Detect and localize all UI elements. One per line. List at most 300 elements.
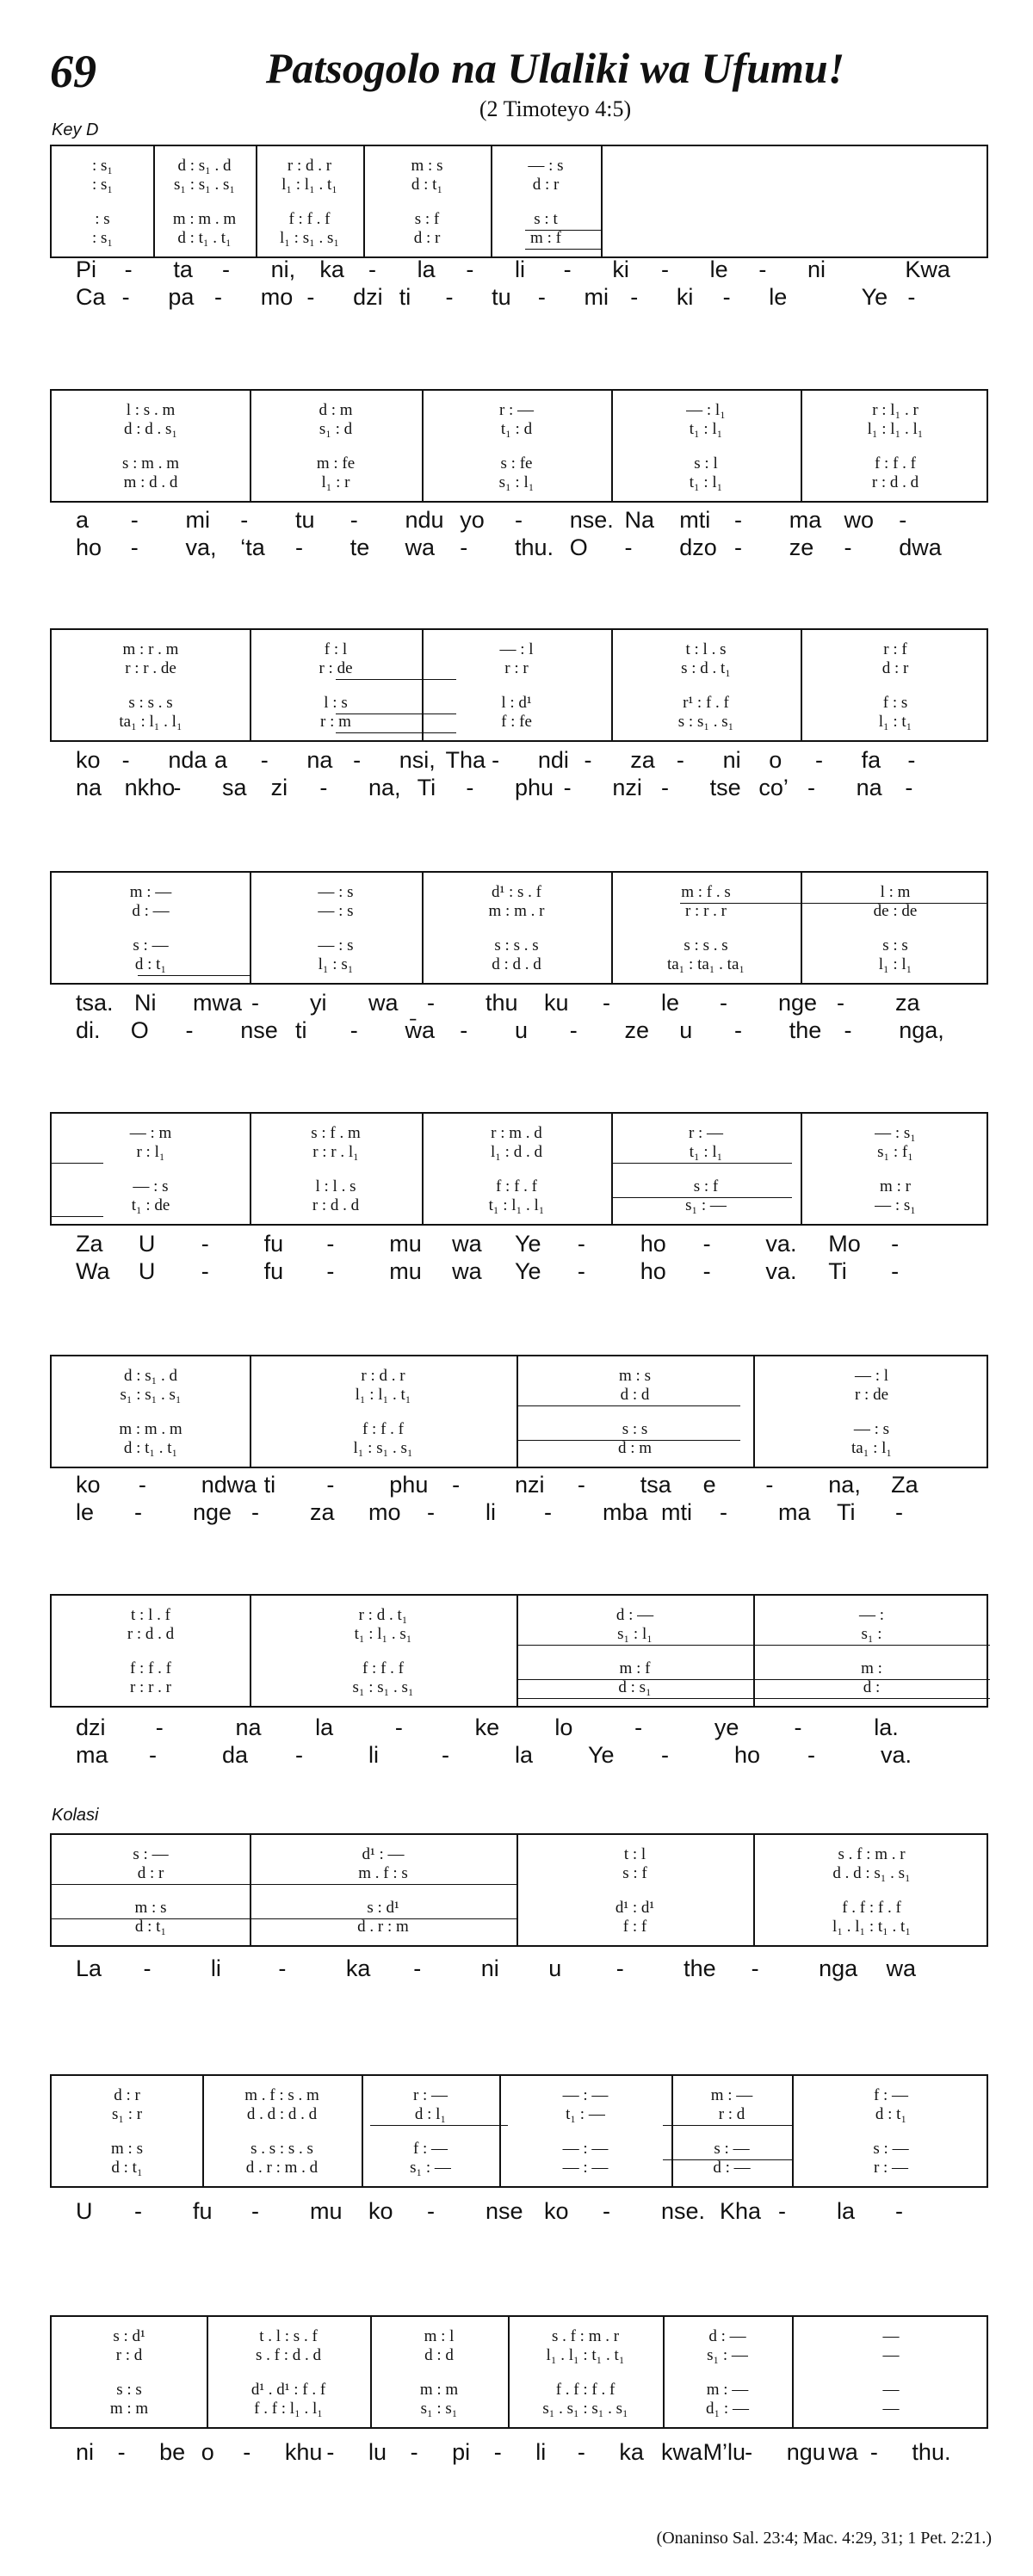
solfa-measure: s : s . s [684, 936, 728, 954]
lyric-syllable: li [368, 1742, 379, 1768]
tie-line [52, 1216, 103, 1217]
lyric-syllable: Za [76, 1231, 103, 1257]
solfa-measure: r : m [320, 713, 351, 731]
tie-line [250, 1884, 516, 1885]
solfa-measure: — : m [129, 1124, 172, 1142]
lyric-syllable: le [661, 990, 680, 1016]
lyric-syllable: ndi [537, 747, 569, 773]
solfa-measure: t₁ : l₁ . l₁ [488, 1196, 545, 1214]
voice-line-2 [52, 2102, 987, 2128]
solfa-measure: s₁ : — [685, 1196, 727, 1214]
lyric-syllable: nse. [661, 2198, 706, 2224]
lyric-syllable: Za [891, 1472, 919, 1498]
syllable-hyphen: - [603, 2198, 610, 2224]
solfa-measure: — : s [318, 902, 354, 920]
lyric-syllable: va. [765, 1231, 797, 1257]
staff-system-2 [50, 389, 988, 503]
lyric-syllable: Mo [828, 1231, 861, 1257]
solfa-measure: d . d : s₁ . s₁ [832, 1864, 911, 1882]
lyric-syllable: ko [76, 1472, 101, 1498]
solfa-measure: l : s [324, 694, 348, 712]
solfa-measure: r : d . r [287, 157, 332, 175]
syllable-hyphen: - [563, 775, 572, 800]
syllable-hyphen: - [751, 1955, 759, 1981]
solfa-measure: d¹ : d¹ [615, 1899, 655, 1917]
syllable-hyphen: - [615, 1955, 624, 1981]
lyric-syllable: te [349, 534, 370, 560]
syllable-hyphen: - [326, 1472, 335, 1498]
solfa-measure: l₁ : r [321, 473, 350, 491]
lyric-syllable: mu [389, 1231, 422, 1257]
lyric-syllable: fa [861, 747, 881, 773]
lyric-syllable: khu [284, 2439, 323, 2465]
lyric-syllable: mwa [193, 990, 243, 1016]
lyric-syllable: va, [185, 534, 217, 560]
solfa-measure: d¹ : s . f [492, 883, 541, 901]
syllable-hyphen: - [130, 507, 139, 533]
solfa-measure: m : f [530, 229, 561, 247]
solfa-measure: d¹ . d¹ : f . f [251, 2381, 326, 2399]
syllable-hyphen: - [492, 747, 500, 773]
lyric-syllable: la [837, 2198, 856, 2224]
lyric-syllable: nse. [569, 507, 614, 533]
lyric-line-verse-1 [50, 1470, 988, 1499]
solfa-measure: r : d [718, 2105, 745, 2123]
solfa-measure: r : d . d [312, 1196, 360, 1214]
syllable-hyphen: - [295, 534, 303, 560]
syllable-hyphen: - [895, 2198, 903, 2224]
lyric-syllable: ti [263, 1472, 276, 1498]
solfa-measure: r : de [854, 1386, 889, 1404]
solfa-measure: f . f : f . f [555, 2381, 615, 2399]
lyric-syllable: Kwa [905, 256, 950, 282]
solfa-measure: d : [863, 1678, 881, 1696]
lyric-syllable: U [138, 1258, 156, 1284]
solfa-measure: s . f : m . r [838, 1845, 906, 1863]
solfa-measure: s : d¹ [367, 1899, 399, 1917]
solfa-measure: — [882, 2400, 900, 2418]
solfa-measure: s₁ : s₁ . s₁ [352, 1678, 414, 1696]
lyric-syllable: ye [714, 1714, 739, 1740]
tie-line [525, 249, 603, 250]
solfa-measure: f : f . f [288, 210, 331, 228]
lyric-syllable: dzi [76, 1714, 106, 1740]
solfa-measure: r : — [498, 401, 535, 419]
syllable-hyphen: - [149, 1742, 157, 1768]
lyric-syllable: pa [168, 284, 195, 310]
song-header [0, 0, 1033, 146]
solfa-measure: f . f : f . f [842, 1899, 901, 1917]
syllable-hyphen: - [138, 1472, 146, 1498]
solfa-measure: m : s [619, 1367, 651, 1385]
syllable-hyphen: - [251, 1499, 259, 1525]
lyric-line-verse-1 [50, 255, 988, 284]
lyric-syllable: fu [263, 1231, 284, 1257]
lyric-syllable: nsi, [399, 747, 436, 773]
staff-system-9 [50, 2074, 988, 2188]
lyric-syllable: za [310, 1499, 335, 1525]
syllable-hyphen: - [251, 990, 259, 1016]
syllable-hyphen: - [720, 1499, 727, 1525]
solfa-measure: d : r [881, 659, 909, 677]
syllable-hyphen: - [368, 256, 376, 282]
lyric-syllable: ngu [786, 2439, 826, 2465]
staff-system-1 [50, 145, 988, 258]
voice-line-2 [52, 1382, 987, 1408]
lyric-line-verse-1 [50, 1713, 988, 1742]
solfa-measure: d : t₁ [111, 2159, 143, 2177]
solfa-measure: r : d . r [361, 1367, 405, 1385]
lyric-syllable: lu [368, 2439, 387, 2465]
syllable-hyphen: - [173, 775, 182, 800]
syllable-hyphen: - [130, 534, 139, 560]
lyric-syllable: wa [368, 990, 399, 1016]
syllable-hyphen: - [349, 507, 358, 533]
lyric-syllable: mi [185, 507, 210, 533]
solfa-measure: r : — [412, 2086, 448, 2104]
lyric-syllable: thu. [912, 2439, 951, 2465]
lyric-syllable: nge [778, 990, 818, 1016]
solfa-measure: f : fe [501, 713, 532, 731]
lyric-syllable: na, [368, 775, 401, 800]
solfa-measure: f : — [412, 2140, 448, 2158]
solfa-measure: t : l . s [685, 640, 727, 658]
lyric-syllable: wa [828, 2439, 858, 2465]
solfa-measure: m : — [710, 2086, 753, 2104]
syllable-hyphen: - [394, 1714, 403, 1740]
tie-line [516, 1405, 740, 1406]
syllable-hyphen: - [306, 284, 315, 310]
syllable-hyphen: - [734, 534, 742, 560]
lyric-syllable: ki [612, 256, 629, 282]
solfa-measure: s : d . t₁ [681, 659, 731, 677]
song-number: 69 [50, 46, 96, 97]
solfa-measure: d : t₁ . t₁ [123, 1439, 178, 1457]
lyric-line-verse-2 [50, 1016, 988, 1045]
voice-line-4 [52, 2396, 987, 2422]
syllable-hyphen: - [702, 1258, 711, 1284]
syllable-hyphen: - [569, 1017, 578, 1043]
syllable-hyphen: - [349, 1017, 358, 1043]
solfa-measure: f : f [622, 1918, 647, 1936]
solfa-measure: : s₁ [91, 229, 114, 247]
lyric-syllable: o [201, 2439, 214, 2465]
solfa-measure: — : s [528, 157, 564, 175]
syllable-hyphen: - [278, 1955, 287, 1981]
lyric-syllable: ko [544, 2198, 569, 2224]
syllable-hyphen: - [634, 1714, 643, 1740]
lyric-syllable: tu [492, 284, 511, 310]
lyric-syllable: w̄a [405, 1017, 436, 1043]
solfa-measure: s . f : m . r [551, 2327, 620, 2345]
lyric-syllable: Ti [417, 775, 436, 800]
syllable-hyphen: - [493, 2439, 502, 2465]
lyric-syllable: wa [452, 1258, 482, 1284]
lyric-syllable: tsa [640, 1472, 671, 1498]
lyric-syllable: ma [76, 1742, 108, 1768]
lyric-syllable: wa [405, 534, 436, 560]
solfa-measure: m : m . m [172, 210, 237, 228]
solfa-measure: m : m [109, 2400, 149, 2418]
syllable-hyphen: - [577, 1472, 585, 1498]
solfa-measure: d : r [532, 176, 560, 194]
solfa-measure: s₁ : s₁ . s₁ [120, 1386, 182, 1404]
solfa-measure: d . r : m . d [245, 2159, 319, 2177]
lyric-syllable: la. [874, 1714, 899, 1740]
solfa-measure: s : f [414, 210, 440, 228]
syllable-hyphen: - [907, 747, 916, 773]
syllable-hyphen: - [201, 1231, 209, 1257]
solfa-measure: d : s₁ . d [177, 157, 232, 175]
solfa-measure: d : r [114, 2086, 140, 2104]
syllable-hyphen: - [765, 1472, 774, 1498]
lyric-syllable: na [235, 1714, 262, 1740]
solfa-measure: d : t₁ . t₁ [177, 229, 232, 247]
solfa-measure: m : — [706, 2381, 749, 2399]
lyric-syllable: Kha [720, 2198, 762, 2224]
lyric-syllable: u [679, 1017, 693, 1043]
lyric-syllable: Ye [515, 1231, 541, 1257]
solfa-measure: d : r [413, 229, 441, 247]
lyric-syllable: li [486, 1499, 496, 1525]
solfa-measure: d . d : d . d [246, 2105, 318, 2123]
solfa-measure: s₁ : l₁ [498, 473, 535, 491]
solfa-measure: — : [858, 1606, 885, 1624]
solfa-measure: s : s₁ . s₁ [677, 713, 734, 731]
lyric-syllable: le [709, 256, 728, 282]
syllable-hyphen: - [758, 256, 767, 282]
lyric-syllable: ni [76, 2439, 95, 2465]
solfa-measure: d : l₁ [414, 2105, 447, 2123]
solfa-measure: s : — [133, 936, 169, 954]
solfa-measure: l₁ : s₁ . s₁ [353, 1439, 413, 1457]
lyric-syllable: thu. [515, 534, 554, 560]
syllable-hyphen: - [121, 747, 130, 773]
solfa-measure: — : l [499, 640, 534, 658]
lyric-syllable: mi [584, 284, 609, 310]
solfa-measure: — : — [562, 2086, 609, 2104]
solfa-measure: s : s . s [128, 694, 173, 712]
solfa-measure: r : — [873, 2159, 909, 2177]
solfa-measure: l₁ : s₁ [318, 955, 354, 973]
lyric-line-verse-2 [50, 1257, 988, 1286]
tie-line [680, 903, 988, 904]
lyric-syllable: na [306, 747, 333, 773]
solfa-measure: de : de [873, 902, 918, 920]
lyric-syllable: a [214, 747, 228, 773]
solfa-measure: t₁ : de [131, 1196, 170, 1214]
voice-line-2 [52, 1622, 987, 1647]
lyric-syllable: phu [389, 1472, 429, 1498]
syllable-hyphen: - [794, 1714, 802, 1740]
lyric-syllable: di. [76, 1017, 101, 1043]
syllable-hyphen: - [427, 990, 435, 1016]
lyric-syllable: lo [554, 1714, 573, 1740]
solfa-measure: — : s [853, 1420, 890, 1438]
lyric-syllable: ta [173, 256, 193, 282]
syllable-hyphen: - [143, 1955, 152, 1981]
syllable-hyphen: - [544, 1499, 552, 1525]
syllable-hyphen: - [603, 990, 610, 1016]
lyric-syllable: mu [389, 1258, 422, 1284]
syllable-hyphen: - [460, 1017, 468, 1043]
syllable-hyphen: - [907, 284, 916, 310]
lyric-syllable: va. [881, 1742, 912, 1768]
syllable-hyphen: - [445, 284, 454, 310]
lyric-syllable: ho [76, 534, 102, 560]
solfa-measure: r : d . t₁ [358, 1606, 408, 1624]
tie-line [336, 679, 456, 680]
syllable-hyphen: - [844, 534, 852, 560]
solfa-measure: s₁ : — [707, 2346, 748, 2364]
solfa-measure: f : f . f [495, 1177, 537, 1195]
lyric-syllable: ni, [270, 256, 296, 282]
solfa-measure: d . r : m [357, 1918, 409, 1936]
syllable-hyphen: - [537, 284, 546, 310]
solfa-measure: t : l [623, 1845, 646, 1863]
solfa-measure: — : s₁ [875, 1124, 916, 1142]
lyric-syllable: Ti [828, 1258, 847, 1284]
tie-line [516, 1645, 990, 1646]
lyric-syllable: Na [624, 507, 655, 533]
lyric-syllable: Ye [861, 284, 888, 310]
solfa-measure: t₁ : l₁ [689, 1143, 723, 1161]
solfa-measure: s : s . s [494, 936, 539, 954]
lyric-syllable: ze [624, 1017, 650, 1043]
lyric-syllable: a [76, 507, 90, 533]
lyric-line-verse-2 [50, 773, 988, 802]
voice-line-4 [52, 1193, 987, 1219]
solfa-measure: s₁ : r [111, 2105, 143, 2123]
lyric-syllable: za [895, 990, 920, 1016]
tie-line [52, 1163, 103, 1164]
lyric-syllable: wo [844, 507, 875, 533]
solfa-measure: m : r [880, 1177, 911, 1195]
lyric-syllable: Ti [837, 1499, 856, 1525]
lyric-syllable: nge [193, 1499, 232, 1525]
syllable-hyphen: - [427, 2198, 435, 2224]
solfa-measure: m : l [424, 2327, 455, 2345]
lyric-syllable: va. [765, 1258, 797, 1284]
solfa-measure: d : s₁ . d [123, 1367, 178, 1385]
voice-line-4 [52, 2155, 987, 2181]
syllable-hyphen: - [720, 990, 727, 1016]
solfa-measure: r : d . d [871, 473, 919, 491]
solfa-measure: m : m . m [119, 1420, 182, 1438]
lyric-syllable: kwa [661, 2439, 703, 2465]
syllable-hyphen: - [413, 1955, 422, 1981]
lyric-syllable: nkho [124, 775, 176, 800]
solfa-measure: s : s [882, 936, 908, 954]
lyric-line-verse-2 [50, 1498, 988, 1527]
syllable-hyphen: - [117, 2439, 126, 2465]
lyric-syllable: fu [193, 2198, 213, 2224]
lyric-syllable: li [535, 2439, 547, 2465]
syllable-hyphen: - [869, 2439, 878, 2465]
scripture-reference: (2 Timoteyo 4:5) [479, 96, 632, 121]
solfa-measure: r¹ : f . f [683, 694, 729, 712]
lyric-syllable: ni [722, 747, 741, 773]
lyric-syllable: ho [640, 1258, 666, 1284]
lyric-syllable: O [130, 1017, 149, 1043]
solfa-measure: m : [861, 1659, 882, 1677]
solfa-measure: f : l [324, 640, 348, 658]
syllable-hyphen: - [814, 747, 823, 773]
lyric-syllable: ko [76, 747, 101, 773]
solfa-measure: — : s₁ [875, 1196, 916, 1214]
tie-line [370, 2125, 508, 2126]
solfa-measure: d : d [424, 2346, 454, 2364]
lyric-syllable: La [76, 1955, 102, 1981]
syllable-hyphen: - [460, 534, 468, 560]
solfa-measure: s : fe [500, 454, 533, 473]
lyric-syllable: na [76, 775, 102, 800]
lyric-syllable: ka [319, 256, 344, 282]
voice-line-2 [52, 1140, 987, 1165]
staff-system-7 [50, 1594, 988, 1708]
solfa-measure: l₁ . l₁ : t₁ . t₁ [832, 1918, 911, 1936]
syllable-hyphen: - [134, 2198, 142, 2224]
lyric-syllable: nga [819, 1955, 858, 1981]
solfa-measure: s . f : d . d [256, 2346, 321, 2364]
solfa-measure: r : r . l₁ [312, 1143, 359, 1161]
lyric-syllable: dzi [353, 284, 383, 310]
solfa-measure: s : s [622, 1420, 648, 1438]
solfa-measure: d : — [132, 902, 170, 920]
tie-line [516, 1698, 990, 1699]
solfa-measure: m . f : s . m [244, 2086, 319, 2104]
lyric-syllable: tsa. [76, 990, 114, 1016]
syllable-hyphen: - [326, 1258, 335, 1284]
voice-line-4 [52, 470, 987, 496]
solfa-measure: l₁ : s₁ . s₁ [280, 229, 339, 247]
solfa-measure: d : t₁ [411, 176, 443, 194]
solfa-measure: r : de [319, 659, 353, 677]
voice-line-2 [52, 2343, 987, 2369]
solfa-measure: l₁ . l₁ : t₁ . t₁ [546, 2346, 625, 2364]
syllable-hyphen: - [895, 1499, 903, 1525]
lyric-syllable: M’lu [702, 2439, 746, 2465]
lyric-line-verse-1 [50, 2437, 988, 2467]
solfa-measure: — : — [562, 2140, 609, 2158]
solfa-measure: ta₁ : ta₁ . ta₁ [666, 955, 745, 973]
syllable-hyphen: - [778, 2198, 786, 2224]
solfa-measure: d : d [620, 1386, 650, 1404]
song-title: Patsogolo na Ulaliki wa Ufumu! [265, 44, 845, 92]
solfa-measure: f . f : l₁ . l₁ [254, 2400, 323, 2418]
syllable-hyphen: - [243, 2439, 251, 2465]
tie-line [52, 1918, 250, 1919]
solfa-measure: t₁ : — [566, 2105, 605, 2123]
solfa-measure: s₁ : s₁ [420, 2400, 458, 2418]
tie-line [663, 2125, 792, 2126]
lyric-line-verse-1 [50, 1954, 988, 1983]
voice-line-2 [52, 1861, 987, 1887]
solfa-measure: l : m [880, 883, 911, 901]
lyric-syllable: wa [886, 1955, 917, 1981]
syllable-hyphen: - [466, 775, 474, 800]
solfa-measure: : s₁ [91, 157, 114, 175]
solfa-measure: — [882, 2346, 900, 2364]
lyric-syllable: u [548, 1955, 562, 1981]
solfa-measure: r : l₁ . r [872, 401, 919, 419]
lyric-syllable: le [769, 284, 788, 310]
solfa-measure: r : r . r [129, 1678, 171, 1696]
lyric-syllable: wa [452, 1231, 482, 1257]
syllable-hyphen: - [577, 1231, 585, 1257]
solfa-measure: d : m [319, 401, 353, 419]
lyric-syllable: u [515, 1017, 529, 1043]
